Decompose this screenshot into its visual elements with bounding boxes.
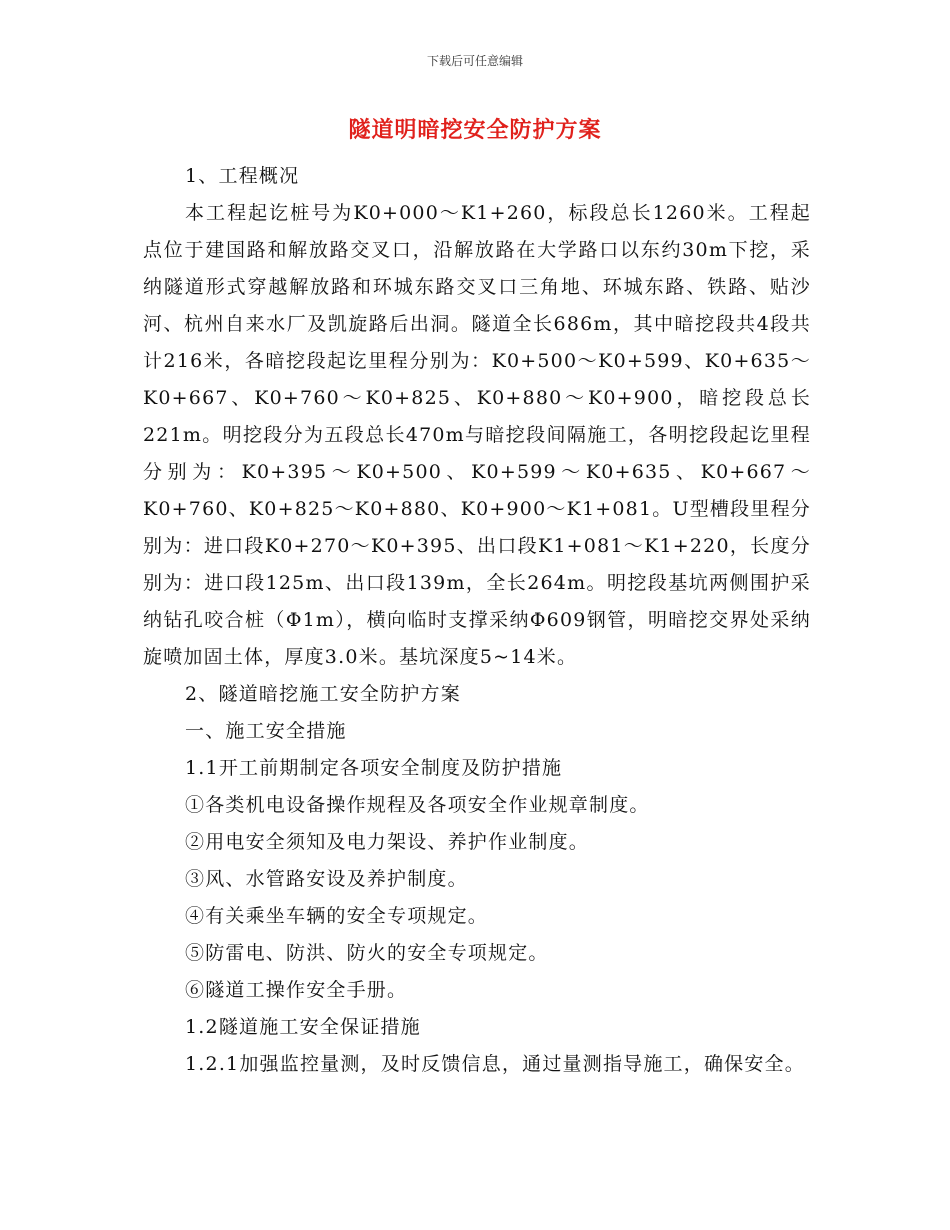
- list-item: ④有关乘坐车辆的安全专项规定。: [185, 905, 489, 927]
- list-item: ⑥隧道工操作安全手册。: [185, 979, 408, 1001]
- list-item: ⑤防雷电、防洪、防火的安全专项规定。: [185, 942, 549, 964]
- document-body: [143, 158, 811, 1083]
- section1-heading: 1、工程概况: [185, 165, 300, 187]
- section2-heading: 2、隧道暗挖施工安全防护方案: [185, 683, 461, 705]
- section1-paragraph: 本工程起讫桩号为K0+000～K1+260，标段总长1260米。工程起点位于建国路和解放路交叉口，沿解放路在大学路口以东约30m下挖，采纳隧道形式穿越解放路和环城东路交叉口三角地、环城东路、铁路、贴沙河、杭州自来水厂及凯旋路后出洞。隧道全长686m，其中暗挖段共4段共计216米，各暗挖段起讫里程分别为：K0+500～K0+599、K0+635～K0+667、K0+760～K0+825、K0+880～K0+900，暗挖段总长221m。明挖段分为五段总长470m与暗挖段间隔施工，各明挖段起讫里程分别为：K0+395～K0+500、K0+599～K0+635、K0+667～K0+760、K0+825～K0+880、K0+900～K1+081。U型槽段里程分别为：进口段K0+270～K0+395、出口段K1+081～K1+220，长度分别为：进口段125m、出口段139m，全长264m。明挖段基坑两侧围护采纳钻孔咬合桩（Φ1m），横向临时支撑采纳Φ609钢管，明暗挖交界处采纳旋喷加固土体，厚度3.0米。基坑深度5~14米。: [143, 202, 811, 668]
- list-item: ①各类机电设备操作规程及各项安全作业规章制度。: [185, 794, 650, 816]
- item-1-2-1: 1.2.1加强监控量测，及时反馈信息，通过量测指导施工，确保安全。: [185, 1053, 805, 1075]
- document-title: 隧道明暗挖安全防护方案: [348, 118, 602, 143]
- list-item: ②用电安全须知及电力架设、养护作业制度。: [185, 831, 590, 853]
- header-note: 下载后可任意编辑: [426, 54, 523, 68]
- subsection-heading: 一、施工安全措施: [185, 720, 347, 742]
- list-item: ③风、水管路安设及养护制度。: [185, 868, 468, 890]
- item-1-1: 1.1开工前期制定各项安全制度及防护措施: [185, 757, 563, 779]
- item-1-2: 1.2隧道施工安全保证措施: [185, 1016, 421, 1038]
